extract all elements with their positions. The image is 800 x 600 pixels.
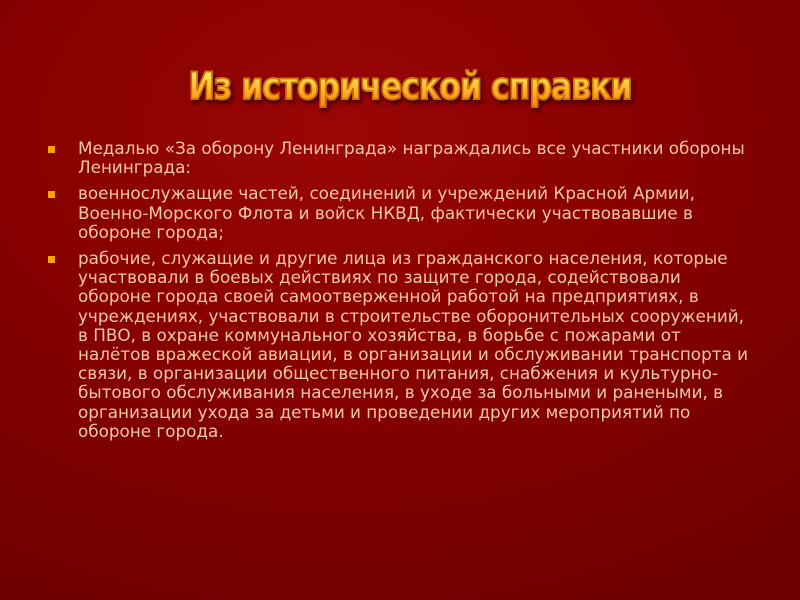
slide-title: Из исторической справки [150,60,670,114]
bullet-list [46,139,758,448]
square-bullet-icon [48,146,55,153]
bullet-text: Медалью «За оборону Ленинграда» награждались все участники обороны Ленинграда: [78,138,745,178]
square-bullet-icon [48,256,55,263]
bullet-text: рабочие, служащие и другие лица из гражданского населения, которые участвовали в боевых действиях по защите города, содействовали обороне города своей самоотверженной работой на предприятиях, в учреждениях, участвовали в строительстве оборонительных сооружений, в ПВО, в охране коммунального хозяйства, в борьбе с пожарами от налётов вражеской авиации, в организации и обслуживании транспорта и связи, в организации общественного питания, снабжения и культурно-бытового обслуживания населения, в уходе за больными и ранеными, в организации ухода за детьми и проведении других мероприятий по обороне города. [78,248,749,441]
bullet-item [46,184,758,242]
bullet-item [46,139,758,177]
bullet-text: военнослужащие частей, соединений и учреждений Красной Армии, Военно-Морского Флота и войск НКВД, фактически участвовавшие в обороне города; [78,183,695,242]
square-bullet-icon [48,191,55,198]
bullet-item [46,249,758,441]
